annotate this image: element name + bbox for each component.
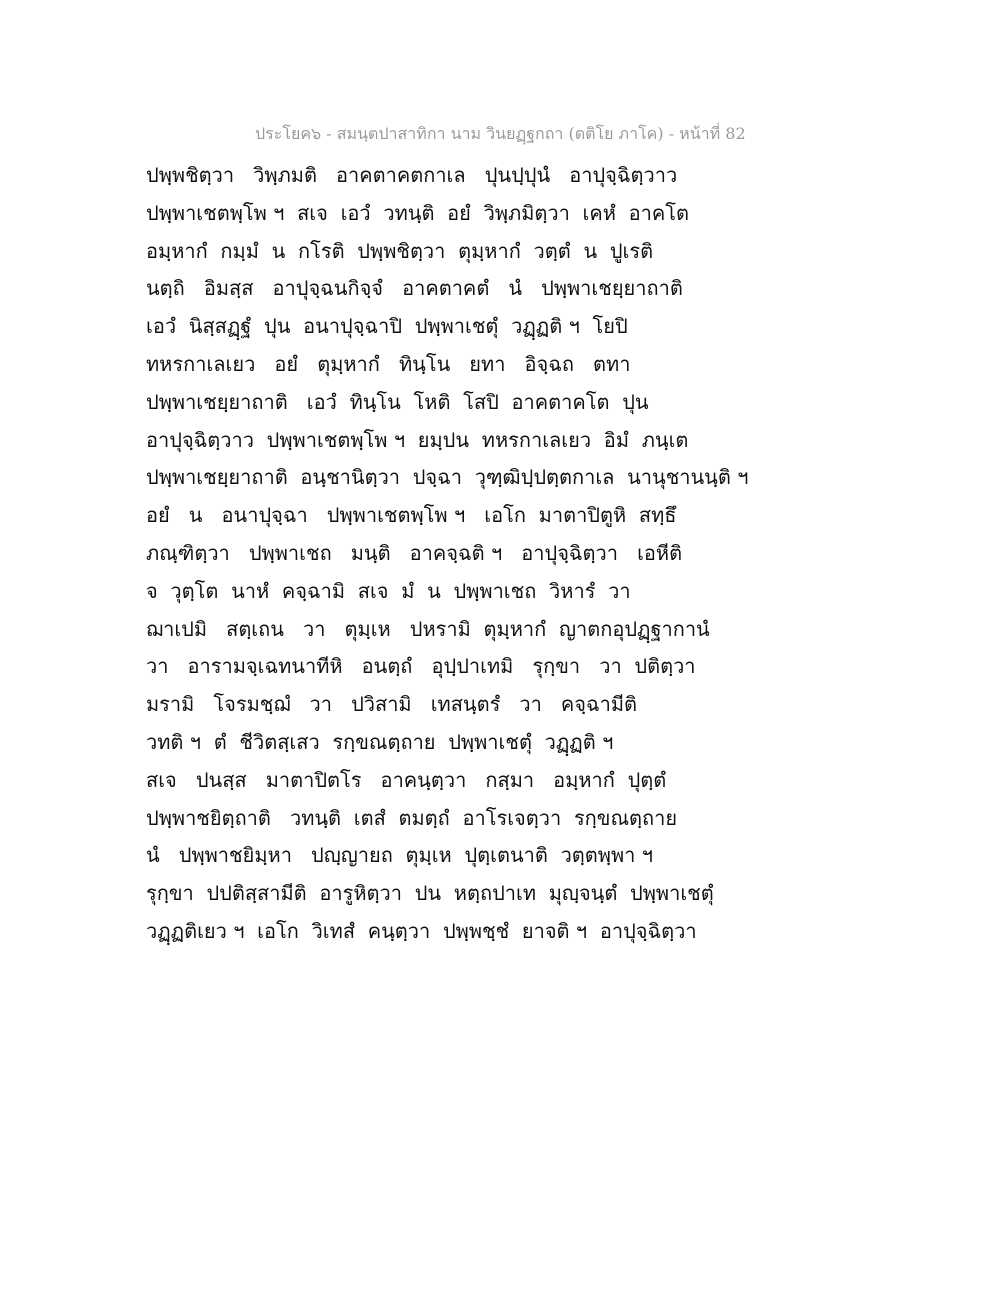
text-line: นตฺถิ อิมสฺส อาปุจฺฉนกิจฺจํ อาคตาคตํ นํ ปพฺพาเชยฺยาถาติ: [146, 276, 683, 301]
text-line: ปพฺพาเชยฺยาถาติ เอวํ ทินฺโน โหติ โสปิ อาคตาคโต ปุน: [146, 389, 649, 414]
text-line: จ วุตฺโต นาหํ คจฺฉามิ สเจ มํ น ปพฺพาเชถ วิหารํ วา: [146, 578, 631, 603]
text-line: วฏฺฏติเยว ฯ เอโก วิเทสํ คนฺตฺวา ปพฺพชฺชํ ยาจติ ฯ อาปุจฺฉิตฺวา: [146, 918, 697, 943]
text-line: วทติ ฯ ตํ ชีวิตสฺเสว รกฺขณตฺถาย ปพฺพาเชตุํ วฏฺฏติ ฯ: [146, 729, 614, 754]
text-line: ทหรกาเลเยว อยํ ตุมฺหากํ ทินฺโน ยทา อิจฺฉถ ตทา: [146, 351, 631, 376]
text-line: ฌาเปมิ สตฺเถน วา ตุมฺเห ปหรามิ ตุมฺหากํ ญาตกอุปฏฺฐากานํ: [146, 616, 710, 641]
text-line: นํ ปพฺพาชยิมฺหา ปญฺญายถ ตุมฺเห ปุตฺเตนาติ วตฺตพฺพา ฯ: [146, 843, 653, 868]
text-line: รุกฺขา ปปติสฺสามีติ อารูหิตฺวา ปน หตฺถปาเท มุญฺจนฺตํ ปพฺพาเชตุํ: [146, 881, 714, 906]
text-line: สเจ ปนสฺส มาตาปิตโร อาคนฺตฺวา กสฺมา อมฺหากํ ปุตฺตํ: [146, 767, 667, 792]
text-line: อยํ น อนาปุจฺฉา ปพฺพาเชตพฺโพ ฯ เอโก มาตาปิตูหิ สทฺธึ: [146, 503, 677, 528]
text-line: ภณฺฑิตฺวา ปพฺพาเชถ มนฺติ อาคจฺฉติ ฯ อาปุจฺฉิตฺวา เอหีติ: [146, 540, 683, 565]
text-line: เอวํ นิสฺสฏฺฐํ ปุน อนาปุจฺฉาปิ ปพฺพาเชตุํ วฏฺฏติ ฯ โยปิ: [146, 314, 628, 339]
text-line: วา อารามจฺเฉทนาทีหิ อนตฺถํ อุปฺปาเทมิ รุกฺขา วา ปติตฺวา: [146, 654, 696, 679]
text-line: ปพฺพาเชตพฺโพ ฯ สเจ เอวํ วทนฺติ อยํ วิพฺภมิตฺวา เคหํ อาคโต: [146, 200, 690, 225]
text-line: ปพฺพาชยิตฺถาติ วทนฺติ เตสํ ตมตฺถํ อาโรเจตฺวา รกฺขณตฺถาย: [146, 805, 678, 830]
body-text: [146, 157, 866, 951]
running-header: ประโยค๖ - สมนฺตปาสาทิกา นาม วินยฏฺฐกถา (ตติโย ภาโค) - หน้าที่ 82: [255, 124, 746, 143]
text-line: มรามิ โจรมชฺฌํ วา ปวิสามิ เทสนฺตรํ วา คจฺฉามีติ: [146, 692, 638, 717]
text-line: ปพฺพาเชยฺยาถาติ อนฺชานิตฺวา ปจฺฉา วุฑฺฒิปฺปตฺตกาเล นานุชานนฺติ ฯ: [146, 465, 749, 490]
text-line: อาปุจฺฉิตฺวาว ปพฺพาเชตพฺโพ ฯ ยมฺปน ทหรกาเลเยว อิมํ ภนฺเต: [146, 427, 689, 452]
text-line: ปพฺพชิตฺวา วิพฺภมติ อาคตาคตกาเล ปุนปฺปุนํ อาปุจฺฉิตฺวาว: [146, 163, 678, 187]
text-line: อมฺหากํ กมฺมํ น กโรติ ปพฺพชิตฺวา ตุมฺหากํ วตฺตํ น ปูเรติ: [146, 238, 654, 263]
